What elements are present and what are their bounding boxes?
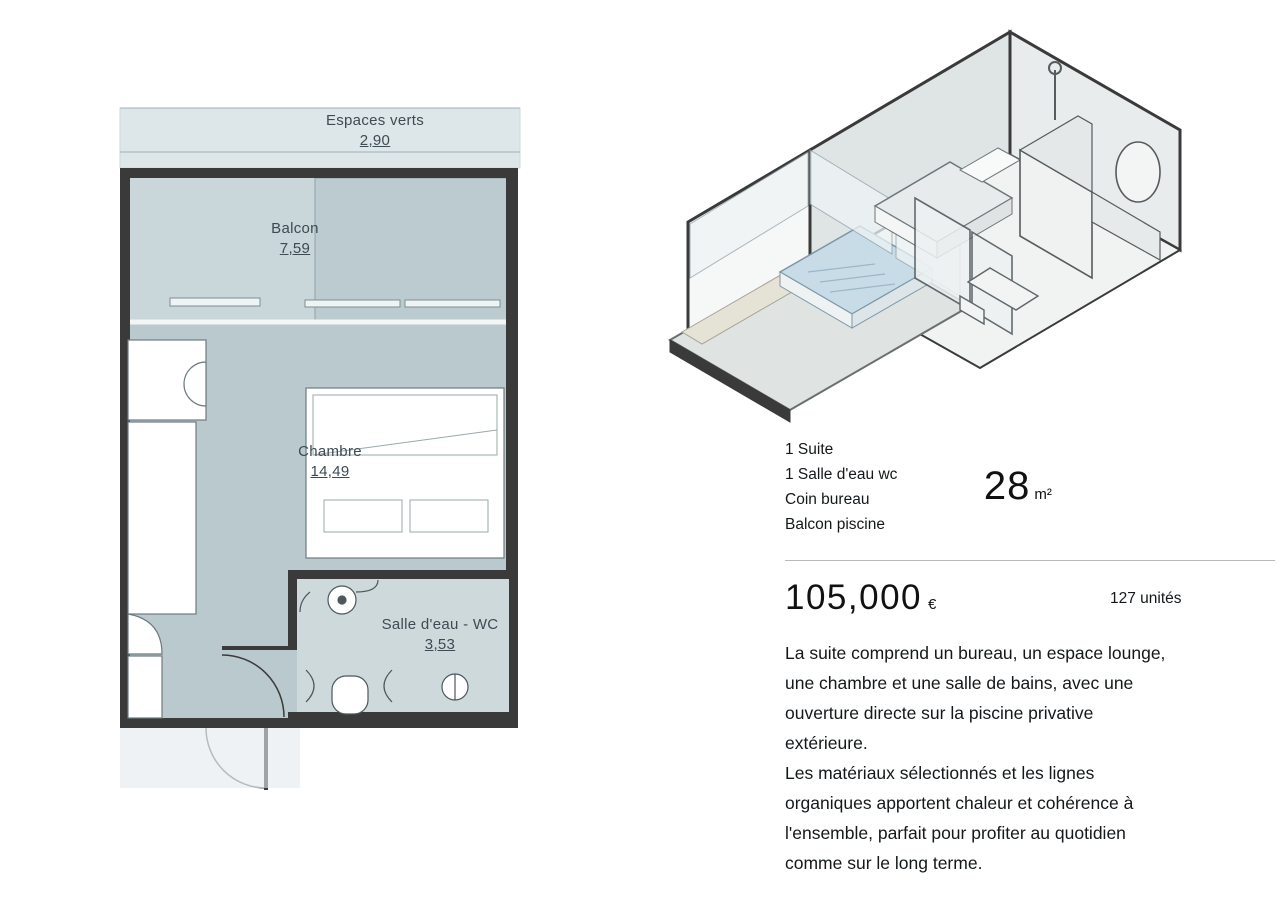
description-line: organiques apportent chaleur et cohérence à [785, 793, 1134, 813]
units-count: 127 unités [1110, 590, 1182, 607]
room-label-chambre [260, 443, 400, 482]
surface-value: 28 [983, 464, 1031, 508]
room-name: Balcon [271, 220, 319, 237]
divider [785, 560, 1275, 561]
room-area: 2,90 [359, 131, 391, 149]
room-label-espaces-verts [250, 112, 500, 151]
feature-item: 1 Salle d'eau wc [785, 466, 898, 483]
room-label-balcon [235, 220, 355, 259]
floor-plan [110, 100, 535, 800]
room-area: 7,59 [279, 239, 311, 257]
price [785, 578, 936, 618]
room-name: Espaces verts [325, 112, 425, 129]
room-area: 14,49 [310, 462, 350, 480]
listing-panel [660, 0, 1260, 905]
description-line: comme sur le long terme. [785, 853, 983, 873]
feature-list [785, 437, 897, 537]
price-row [785, 578, 1280, 624]
spec-block [785, 437, 1260, 537]
description [785, 638, 1265, 878]
room-area: 3,53 [424, 635, 456, 653]
description-line: ouverture directe sur la piscine privative [785, 703, 1094, 723]
price-currency: € [928, 596, 937, 613]
feature-item: 1 Suite [785, 441, 834, 458]
room-name: Salle d'eau - WC [381, 616, 499, 633]
room-name: Chambre [298, 443, 362, 460]
description-line: La suite comprend un bureau, un espace lounge, [785, 643, 1166, 663]
description-line: l'ensemble, parfait pour profiter au quotidien [785, 823, 1126, 843]
feature-item: Balcon piscine [785, 516, 885, 533]
surface-unit: m² [1034, 486, 1052, 503]
room-label-salle-deau-wc [325, 616, 555, 655]
description-line: Les matériaux sélectionnés et les lignes [785, 763, 1095, 783]
iso-mirror [1116, 142, 1160, 202]
feature-item: Coin bureau [785, 491, 870, 508]
price-amount: 105,000 [785, 578, 923, 617]
description-line: une chambre et une salle de bains, avec une [785, 673, 1134, 693]
isometric-view [660, 10, 1260, 430]
description-line: extérieure. [785, 733, 868, 753]
surface-area [984, 464, 1052, 509]
